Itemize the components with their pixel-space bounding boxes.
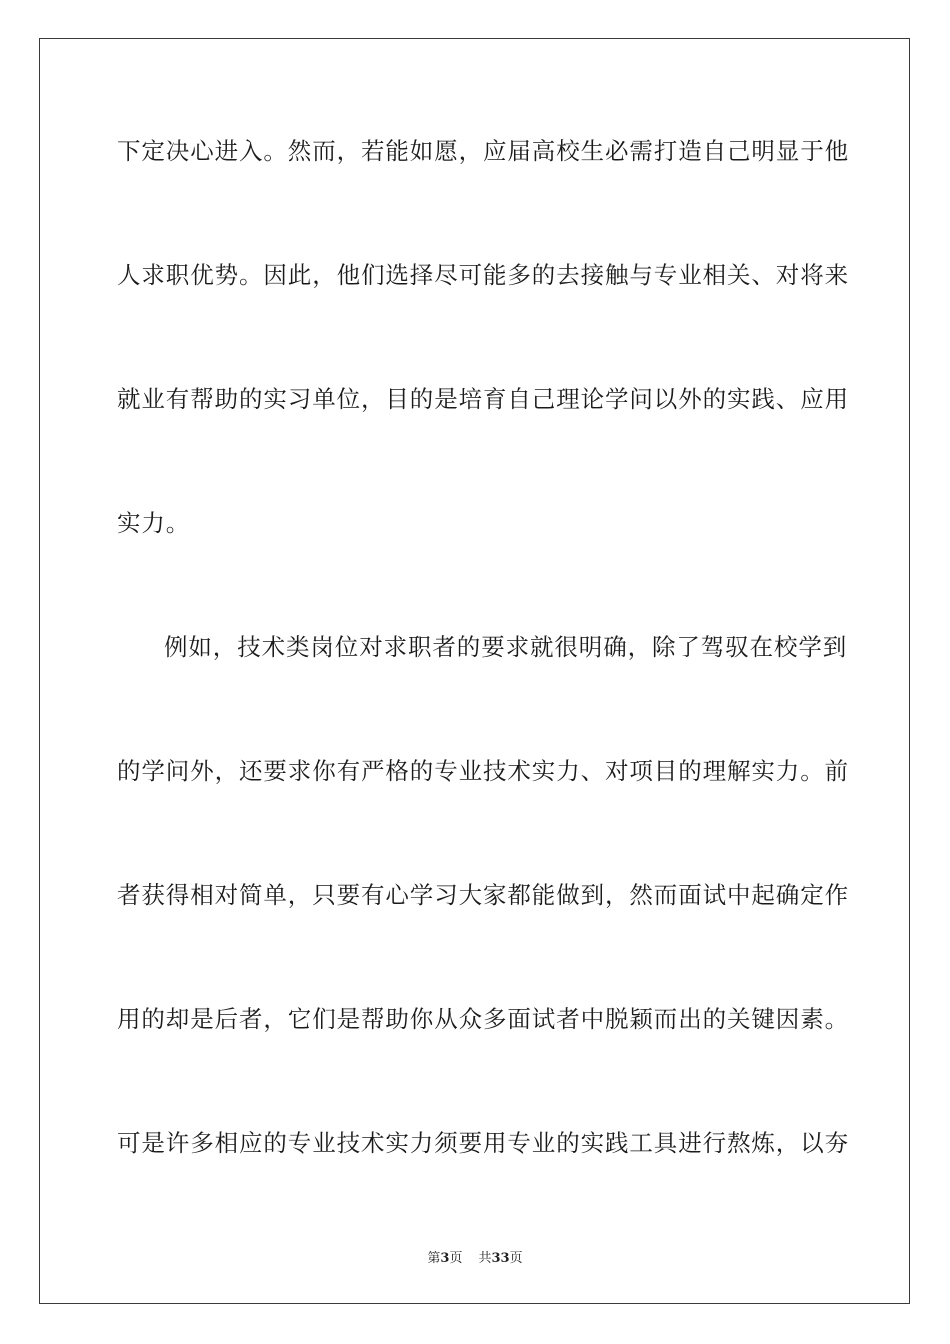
text-line: 可是许多相应的专业技术实力须要用专业的实践工具进行熬炼，以夯 — [117, 1129, 849, 1157]
text-line: 用的却是后者，它们是帮助你从众多面试者中脱颖而出的关键因素。 — [117, 1005, 849, 1033]
text-line: 者获得相对简单，只要有心学习大家都能做到，然而面试中起确定作 — [117, 881, 849, 909]
total-pages: 33 — [491, 1251, 510, 1266]
text-line: 就业有帮助的实习单位，目的是培育自己理论学问以外的实践、应用 — [117, 385, 849, 413]
text-line: 的学问外，还要求你有严格的专业技术实力、对项目的理解实力。前 — [117, 757, 849, 785]
page-border — [39, 38, 910, 1304]
page-number: 3 — [440, 1251, 450, 1266]
total-prefix: 共 — [478, 1251, 492, 1266]
total-suffix: 页 — [509, 1251, 523, 1266]
page-prefix: 第 — [427, 1251, 441, 1266]
text-line: 下定决心进入。然而，若能如愿，应届高校生必需打造自己明显于他 — [117, 137, 849, 165]
page-footer — [0, 1247, 950, 1266]
text-line: 实力。 — [117, 509, 191, 537]
text-line: 例如，技术类岗位对求职者的要求就很明确，除了驾驭在校学到 — [164, 633, 848, 661]
page-suffix: 页 — [449, 1251, 463, 1266]
text-line: 人求职优势。因此，他们选择尽可能多的去接触与专业相关、对将来 — [117, 261, 849, 289]
